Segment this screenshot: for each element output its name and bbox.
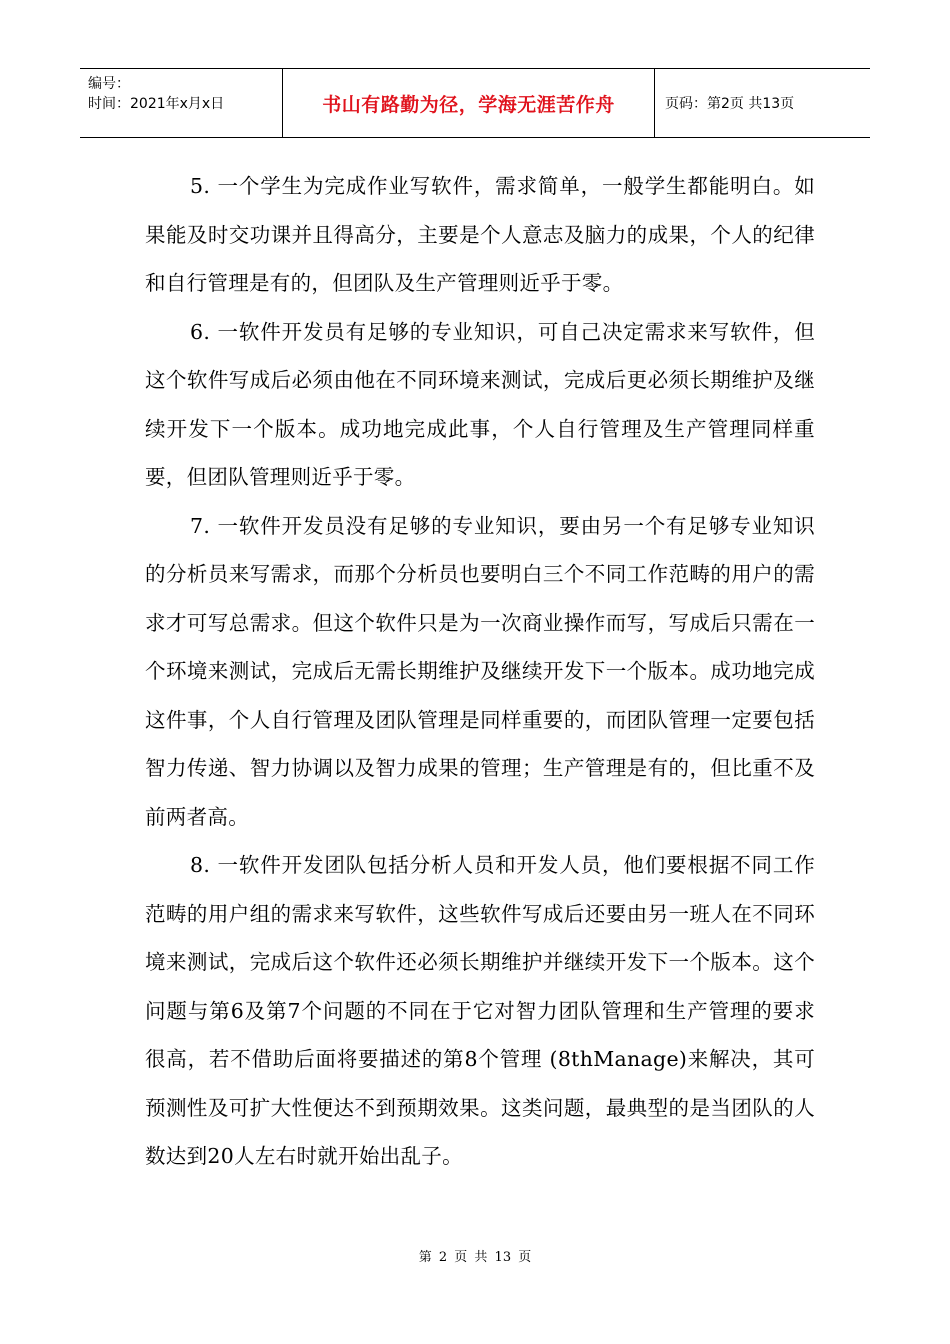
page-footer: 第 2 页 共 13 页 [418, 1250, 532, 1265]
paragraph-item-7: 7. 一软件开发员没有足够的专业知识，要由另一个有足够专业知识的分析员来写需求，而那个分析员也要明白三个不同工作范畴的用户的需求才可写总需求。但这个软件只是为一次商业操作而写，写成后只需在一个环境来测试，完成后无需长期维护及继续开发下一个版本。成功地完成这件事，个人自行管理及团队管理是同样重要的，而团队管理一定要包括智力传递、智力协调以及智力成果的管理；生产管理是有的，但比重不及前两者高。 [145, 513, 815, 829]
header-meta-cell [80, 69, 283, 137]
paragraph-item-6: 6. 一软件开发员有足够的专业知识，可自己决定需求来写软件，但这个软件写成后必须由他在不同环境来测试，完成后更必须长期维护及继续开发下一个版本。成功地完成此事，个人自行管理及生产管理同样重要，但团队管理则近乎于零。 [145, 319, 815, 489]
document-number-label: 编号： [88, 76, 130, 92]
document-date: 时间：2021年x月x日 [88, 96, 225, 112]
header-page-cell [655, 69, 870, 137]
page-header [80, 68, 870, 138]
paragraph-item-8: 8. 一软件开发团队包括分析人员和开发人员，他们要根据不同工作范畴的用户组的需求来写软件，这些软件写成后还要由另一班人在不同环境来测试，完成后这个软件还必须长期维护并继续开发下一个版本。这个问题与第6及第7个问题的不同在于它对智力团队管理和生产管理的要求很高，若不借助后面将要描述的第8个管理 (8thManage)来解决，其可预测性及可扩大性便达不到预期效果。这类问题，最典型的是当团队的人数达到20人左右时就开始出乱子。 [145, 853, 815, 1168]
header-motto: 书山有路勤为径，学海无涯苦作舟 [322, 93, 615, 116]
header-page-info: 页码：第2页 共13页 [665, 96, 795, 112]
paragraph-item-5: 5. 一个学生为完成作业写软件，需求简单，一般学生都能明白。如果能及时交功课并且得高分，主要是个人意志及脑力的成果，个人的纪律和自行管理是有的，但团队及生产管理则近乎于零。 [145, 174, 815, 295]
header-motto-cell [283, 69, 655, 137]
document-body [145, 162, 815, 1181]
